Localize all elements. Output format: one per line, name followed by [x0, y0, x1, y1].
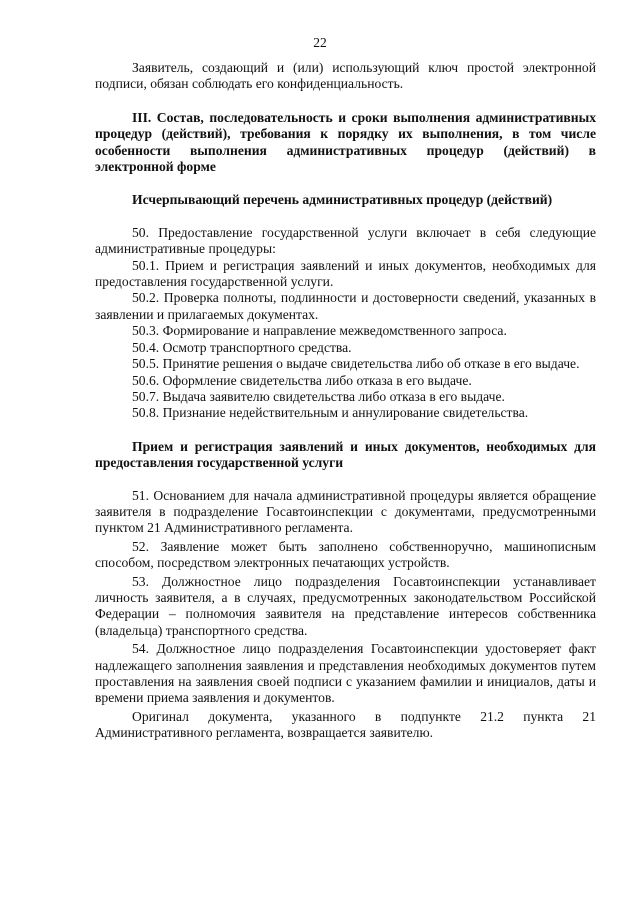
paragraph-53: 53. Должностное лицо подразделения Госавтоинспекции устанавливает личность заявителя, а в случаях, предусмотренных законодательством Российской Федерации – полномочия заявителя на представление интересов собственника (владельца) транспортного средства.: [95, 573, 596, 638]
paragraph-54: 54. Должностное лицо подразделения Госавтоинспекции удостоверяет факт надлежащего заполнения заявления и представления необходимых документов путем проставления на заявления своей подписи с указанием фамилии и инициалов, даты и времени приема заявления и документов.: [95, 641, 596, 706]
paragraph-50-6: 50.6. Оформление свидетельства либо отказа в его выдаче.: [132, 372, 472, 388]
subsection-title-procedures: Исчерпывающий перечень административных процедур (действий): [132, 192, 553, 208]
paragraph-50-1: 50.1. Прием и регистрация заявлений и иных документов, необходимых для предоставления государственной услуги.: [95, 257, 596, 290]
paragraph-50-8: 50.8. Признание недействительным и аннулирование свидетельства.: [132, 405, 529, 421]
paragraph-original-document: Оригинал документа, указанного в подпункте 21.2 пункта 21 Административного регламента, возвращается заявителю.: [95, 708, 596, 741]
section-title: III. Состав, последовательность и сроки выполнения административных процедур (действий), требования к порядку их выполнения, в том числе особенности выполнения административных процедур (действий) в электронной форме: [95, 109, 596, 175]
paragraph-50-3: 50.3. Формирование и направление межведомственного запроса.: [132, 323, 507, 339]
paragraph-50-7: 50.7. Выдача заявителю свидетельства либо отказа в его выдаче.: [132, 388, 505, 404]
subsection-title-reception: Прием и регистрация заявлений и иных документов, необходимых для предоставления государственной услуги: [95, 438, 596, 471]
paragraph-50: 50. Предоставление государственной услуги включает в себя следующие административные процедуры:: [95, 224, 596, 257]
intro-paragraph: Заявитель, создающий и (или) использующий ключ простой электронной подписи, обязан соблюдать его конфиденциальность.: [95, 60, 596, 92]
paragraph-50-4: 50.4. Осмотр транспортного средства.: [132, 339, 352, 355]
paragraph-50-2: 50.2. Проверка полноты, подлинности и достоверности сведений, указанных в заявлении и прилагаемых документах.: [95, 290, 596, 322]
page-number: 22: [313, 35, 327, 50]
paragraph-52: 52. Заявление может быть заполнено собственноручно, машинописным способом, посредством электронных печатающих устройств.: [95, 538, 596, 571]
paragraph-51: 51. Основанием для начала административной процедуры является обращение заявителя в подразделение Госавтоинспекции с документами, предусмотренными пунктом 21 Административного регламента.: [95, 487, 596, 536]
paragraph-50-5: 50.5. Принятие решения о выдаче свидетельства либо об отказе в его выдаче.: [132, 356, 580, 372]
page-content: [95, 60, 596, 742]
